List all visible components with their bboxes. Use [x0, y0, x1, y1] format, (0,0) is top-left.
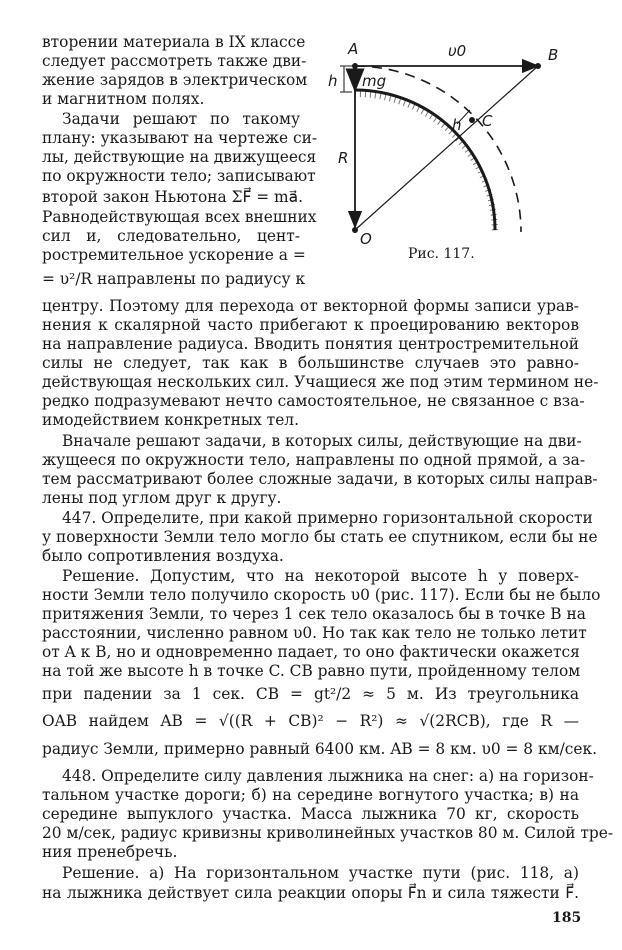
text-line: Задачи решают по такому — [62, 110, 300, 128]
label-o: O — [360, 230, 372, 248]
formula-line: радиус Земли, примерно равный 6400 км. AB = 8 км. υ0 = 8 км/сек. — [42, 740, 598, 758]
figure-caption: Рис. 117. — [408, 246, 475, 262]
text-line: ния пренебречь. — [42, 843, 178, 861]
text-line: действующая нескольких сил. Учащиеся же под этим термином не- — [42, 373, 599, 391]
problem-447-heading: 447. Определите, при какой примерно горизонтальной скорости — [62, 509, 593, 527]
formula-line: OAB найдем AB = √((R + CB)² − R²) ≈ √(2RCB), где R — — [42, 712, 579, 730]
text-line: Равнодействующая всех внешних — [42, 208, 317, 226]
text-line: по окружности тело; записывают — [42, 167, 316, 185]
point-o — [352, 227, 358, 233]
text-line: центру. Поэтому для перехода от векторной формы записи урав- — [42, 297, 579, 315]
text-line: 20 м/сек, радиус кривизны криволинейных участков 80 м. Силой тре- — [42, 824, 614, 842]
text-line: лы, действующие на движущееся — [42, 148, 317, 166]
figure-117 — [310, 30, 610, 270]
text-line: нения к скалярной часто прибегают к проецированию векторов — [42, 316, 579, 334]
text-line: = υ²/R направлены по радиусу к — [42, 270, 306, 288]
label-b: B — [548, 46, 559, 64]
page-number: 185 — [552, 910, 582, 926]
text-line: Вначале решают задачи, в которых силы, действующие на дви- — [62, 432, 582, 450]
formula-line: при падении за 1 сек. CB = gt²/2 ≈ 5 м. Из треугольника — [42, 685, 579, 703]
point-b — [535, 63, 541, 69]
text-line: у поверхности Земли тело могло бы стать ее спутником, если бы не — [42, 528, 598, 546]
label-h-mid: h — [452, 116, 462, 134]
text-line: жение зарядов в электрическом — [42, 71, 308, 89]
text-line: на лыжника действует сила реакции опоры F⃗n и сила тяжести F⃗. — [42, 884, 579, 902]
label-a: A — [348, 40, 359, 58]
text-line: середине выпуклого участка. Масса лыжника 70 кг, скорость — [42, 805, 579, 823]
solution-447-start: Решение. Допустим, что на некоторой высоте h у поверх- — [62, 567, 579, 585]
text-line: было сопротивления воздуха. — [42, 547, 284, 565]
solution-448-start: Решение. а) На горизонтальном участке пути (рис. 118, а) — [62, 864, 579, 882]
label-c: C — [482, 112, 493, 130]
text-line: вторении материала в IX классе — [42, 33, 306, 51]
label-r: R — [338, 149, 349, 167]
label-v0: υ0 — [448, 42, 467, 60]
label-mg: mg — [362, 72, 387, 90]
text-line: тальном участке дороги; б) на середине вогнутого участка; в) на — [42, 786, 579, 804]
text-line: плану: указывают на чертеже си- — [42, 129, 318, 147]
earth-surface-arc — [355, 90, 495, 230]
text-line: на той же высоте h в точке C. CB равно пути, пройденному телом — [42, 662, 581, 680]
text-line: на направление радиуса. Вводить понятия центростремительной — [42, 335, 579, 353]
line-ob — [355, 66, 538, 230]
text-line: от A к B, но и одновременно падает, то оно фактически окажется — [42, 643, 580, 661]
text-line: и магнитном полях. — [42, 90, 205, 108]
earth-surface-hatching — [355, 94, 495, 234]
text-line: тем рассматривают более сложные задачи, в которых силы направ- — [42, 470, 598, 488]
label-h-left: h — [328, 72, 338, 90]
text-line: ности Земли тело получило скорость υ0 (рис. 117). Если бы не было — [42, 586, 601, 604]
text-line: силы не следует, так как в большинстве случаев это равно- — [42, 354, 579, 372]
text-line: имодействием конкретных тел. — [42, 411, 299, 429]
text-line: второй закон Ньютона ΣF⃗ = ma⃗. — [42, 188, 303, 206]
point-c — [469, 117, 475, 123]
text-line: сил и, следовательно, цент- — [42, 227, 300, 245]
text-line: притяжения Земли, то через 1 сек тело оказалось бы в точке B на — [42, 605, 586, 623]
text-line: редко подразумевают нечто самостоятельное, не связанное с вза- — [42, 392, 585, 410]
text-line: расстоянии, численно равном υ0. Но так как тело не только летит — [42, 624, 587, 642]
text-line: лены под углом друг к другу. — [42, 489, 282, 507]
problem-448-heading: 448. Определите силу давления лыжника на снег: а) на горизон- — [62, 767, 594, 785]
text-line: жущееся по окружности тело, направлены по одной прямой, а за- — [42, 451, 586, 469]
point-a — [352, 63, 358, 69]
text-line: следует рассмотреть также дви- — [42, 52, 307, 70]
text-line: ростремительное ускорение a = — [42, 246, 306, 264]
figure-117-diagram — [310, 30, 610, 270]
